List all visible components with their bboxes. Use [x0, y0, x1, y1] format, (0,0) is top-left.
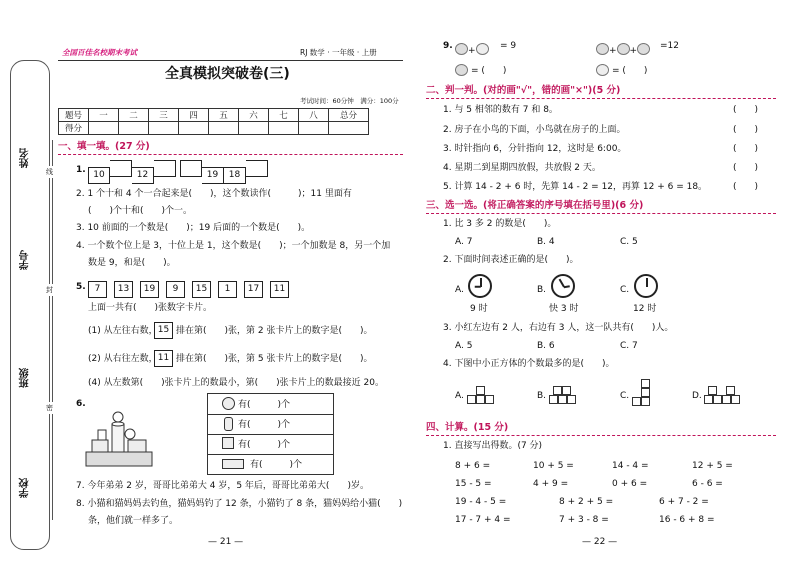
header-rule — [58, 60, 403, 61]
judge-answer-1[interactable]: ( ) — [733, 105, 759, 115]
side-label-name: 姓名 — [20, 148, 31, 168]
apple-icon — [455, 43, 468, 55]
cube-icon — [722, 395, 731, 404]
number-card: 11 — [270, 281, 289, 298]
calc-item: 7 + 3 - 8 = — [559, 515, 609, 525]
exam-info: 考试时间：60分钟 满分：100分 — [300, 97, 399, 105]
calc-item: 0 + 6 = — [612, 479, 648, 489]
choice-q2-opt-a[interactable]: A. — [455, 285, 464, 295]
q5-2-text-b: 排在第( )张，第 5 张卡片上的数字是( )。 — [176, 354, 373, 364]
plus-sign: + — [629, 46, 638, 56]
cylinder-icon — [224, 417, 233, 431]
q9-eq-a-result: = 9 — [500, 41, 517, 51]
table-row — [59, 109, 369, 122]
choice-q3: 3. 小红左边有 2 人，右边有 3 人，这一队共有( )人。 — [443, 323, 674, 333]
apple-icon — [596, 43, 609, 55]
grape-icon — [596, 64, 609, 76]
cube-icon — [485, 395, 494, 404]
choice-q2-cap-c: 12 时 — [633, 304, 657, 314]
choice-q3-opt-b[interactable]: B. 6 — [537, 341, 555, 351]
choice-q1-opt-b[interactable]: B. 4 — [537, 237, 555, 247]
grape-icon — [476, 43, 489, 55]
judge-answer-5[interactable]: ( ) — [733, 182, 759, 192]
choice-q4-opt-c[interactable]: C. — [620, 391, 630, 401]
number-card: 1 — [218, 281, 237, 298]
cube-icon — [641, 397, 650, 406]
q6-row-sphere: 有( )个 — [238, 400, 291, 410]
cube-icon — [641, 379, 650, 388]
choice-q3-opt-a[interactable]: A. 5 — [455, 341, 473, 351]
choice-q2-opt-c[interactable]: C. — [620, 285, 630, 295]
judge-answer-4[interactable]: ( ) — [733, 163, 759, 173]
q4-text-cont: 数是 9，和是( )。 — [88, 258, 176, 268]
number-box-blank[interactable] — [246, 160, 268, 177]
q6-row-cuboid: 有( )个 — [250, 460, 303, 470]
choice-q1: 1. 比 3 多 2 的数是( )。 — [443, 219, 557, 229]
cube-icon — [726, 386, 735, 395]
side-label-school: 学校 — [20, 478, 31, 498]
plus-sign: + — [468, 46, 476, 56]
divider — [208, 454, 333, 455]
number-card: 19 — [140, 281, 159, 298]
section-4-rule — [426, 435, 776, 436]
choice-q1-opt-a[interactable]: A. 7 — [455, 237, 473, 247]
cube-icon — [632, 397, 641, 406]
number-card: 7 — [88, 281, 107, 298]
cube-icon — [549, 395, 558, 404]
calc-item: 10 + 5 = — [533, 461, 574, 471]
calc-title: 1. 直接写出得数。(7 分) — [443, 441, 543, 451]
q3-text: 3. 10 前面的一个数是( )；19 后面的一个数是( )。 — [76, 223, 311, 233]
choice-q2-cap-a: 9 时 — [470, 304, 488, 314]
section-3-heading: 三、选一选。(将正确答案的序号填在括号里)(6 分) — [426, 200, 644, 211]
q5-2-box: 11 — [154, 350, 173, 367]
q2-text: 2. 1 个十和 4 个一合起来是( )，这个数读作( )；11 里面有 — [76, 189, 352, 199]
table-cell: 六 — [239, 109, 269, 122]
number-box: 18 — [224, 167, 246, 184]
score-input-cell[interactable] — [149, 122, 179, 135]
cube-icon — [704, 395, 713, 404]
q9-apple-equation-a — [455, 38, 489, 57]
choice-q4-opt-a[interactable]: A. — [455, 391, 464, 401]
table-cell: 七 — [269, 109, 299, 122]
score-input-cell[interactable] — [209, 122, 239, 135]
q9-label: 9. — [443, 41, 453, 51]
choice-q2-opt-b[interactable]: B. — [537, 285, 547, 295]
series-title: 全国百佳名校期末考试 — [62, 48, 137, 57]
side-mark-seal: 封 — [46, 286, 53, 294]
cube-stack-b — [549, 383, 585, 409]
side-mark-secret: 密 — [46, 404, 53, 412]
sphere-icon — [222, 397, 235, 410]
page-number-left: — 21 — — [208, 537, 244, 547]
section-1-rule — [58, 154, 403, 155]
q5-label: 5. — [76, 282, 86, 292]
number-box: 19 — [202, 167, 224, 184]
cube-icon — [641, 388, 650, 397]
number-card: 13 — [114, 281, 133, 298]
table-cell: 五 — [209, 109, 239, 122]
q5-2-text-a: (2) 从右往左数， — [88, 354, 158, 364]
q5-3-text: (4) 从左数第( )张卡片上的数最小，第( )张卡片上的数最接近 20。 — [88, 378, 384, 388]
choice-q4: 4. 下图中小正方体的个数最多的是( )。 — [443, 359, 615, 369]
q8-text-cont: 条，他们就一样多了。 — [88, 516, 179, 526]
score-input-cell[interactable] — [239, 122, 269, 135]
number-box: 12 — [132, 167, 154, 184]
apple-icon — [637, 43, 650, 55]
section-1-heading: 一、填一填。(27 分) — [58, 141, 150, 152]
section-4-heading: 四、计算。(15 分) — [426, 422, 509, 433]
choice-q2-cap-b: 快 3 时 — [549, 304, 579, 314]
cube-icon — [567, 395, 576, 404]
cube-icon — [553, 386, 562, 395]
q2-text-cont: ( )个十和( )个一。 — [88, 206, 193, 216]
cube-stack-d — [704, 383, 748, 409]
q5-1-text-b: 排在第( )张，第 2 张卡片上的数字是( )。 — [176, 326, 373, 336]
q5-top-text: 上面一共有( )张数字卡片。 — [88, 303, 213, 313]
score-input-cell[interactable] — [89, 122, 119, 135]
binding-strip — [10, 60, 50, 550]
choice-q2: 2. 下面时间表述正确的是( )。 — [443, 255, 579, 265]
number-box-blank[interactable] — [110, 160, 132, 177]
score-input-cell[interactable] — [299, 122, 329, 135]
judge-item-1: 1. 与 5 相邻的数有 7 和 8。 — [443, 105, 558, 115]
cube-icon — [713, 395, 722, 404]
choice-q4-opt-d[interactable]: D. — [692, 391, 702, 401]
clock-icon-nearly-3 — [551, 274, 575, 298]
table-cell: 一 — [89, 109, 119, 122]
cube-icon — [708, 386, 717, 395]
q6-row-cube: 有( )个 — [238, 440, 291, 450]
divider — [208, 414, 333, 415]
q1-number-row-a — [88, 160, 176, 184]
choice-q4-opt-b[interactable]: B. — [537, 391, 547, 401]
q5-1-text-a: (1) 从左往右数， — [88, 326, 158, 336]
q8-text: 8. 小猫和猫妈妈去钓鱼，猫妈妈钓了 12 条，小猫钓了 8 条，猫妈妈给小猫( ) — [76, 499, 403, 509]
score-table — [58, 108, 369, 135]
plus-sign: + — [609, 46, 617, 56]
side-mark-line: 线 — [46, 168, 53, 176]
calc-item: 6 + 7 - 2 = — [659, 497, 709, 507]
q7-text: 7. 今年弟弟 2 岁，哥哥比弟弟大 4 岁，5 年后，哥哥比弟弟大( )岁。 — [76, 481, 369, 491]
calc-item: 19 - 4 - 5 = — [455, 497, 507, 507]
number-card: 9 — [166, 281, 185, 298]
calc-item: 15 - 5 = — [455, 479, 492, 489]
table-row — [59, 122, 369, 135]
calc-item: 4 + 9 = — [533, 479, 569, 489]
calc-item: 16 - 6 + 8 = — [659, 515, 715, 525]
calc-item: 8 + 6 = — [455, 461, 491, 471]
table-cell: 题号 — [59, 109, 89, 122]
cuboid-icon — [222, 459, 244, 469]
calc-item: 6 - 6 = — [692, 479, 723, 489]
divider — [208, 434, 333, 435]
judge-item-5: 5. 计算 14 - 2 + 6 时，先算 14 - 2 = 12，再算 12 + 6 = 18。 — [443, 182, 708, 192]
cube-icon — [222, 437, 234, 449]
q6-solid-stack-figure — [84, 408, 156, 470]
choice-q1-opt-c[interactable]: C. 5 — [620, 237, 638, 247]
section-2-rule — [426, 98, 776, 99]
q9-eq-c-answer[interactable]: = ( ) — [471, 66, 507, 76]
q5-card-row — [88, 276, 289, 298]
table-cell: 三 — [149, 109, 179, 122]
cube-icon — [467, 395, 476, 404]
page-number-right: — 22 — — [582, 537, 618, 547]
clock-icon-9 — [468, 274, 492, 298]
calc-item: 8 + 2 + 5 = — [559, 497, 614, 507]
binding-line — [52, 140, 53, 520]
table-cell: 总分 — [329, 109, 369, 122]
number-card: 17 — [244, 281, 263, 298]
clock-icon-12 — [634, 274, 658, 298]
q9-eq-d-answer[interactable]: = ( ) — [612, 66, 648, 76]
q9-eq-b-result: =12 — [660, 41, 679, 51]
cube-stack-a — [467, 383, 503, 409]
cube-icon — [562, 386, 571, 395]
page-title: 全真模拟突破卷(三) — [165, 66, 290, 82]
side-label-class: 班级 — [20, 368, 31, 388]
q5-1-box: 15 — [154, 322, 173, 339]
q6-label: 6. — [76, 399, 86, 409]
score-input-cell[interactable] — [179, 122, 209, 135]
q6-count-table — [207, 393, 334, 475]
judge-item-4: 4. 星期二到星期四放假，共放假 2 天。 — [443, 163, 601, 173]
q1-label: 1. — [76, 165, 86, 175]
q6-row-cylinder: 有( )个 — [238, 420, 291, 430]
apple-icon — [617, 43, 630, 55]
number-card: 15 — [192, 281, 211, 298]
side-label-id: 学号 — [20, 250, 31, 270]
number-box: 10 — [88, 167, 110, 184]
apple-icon — [455, 64, 468, 76]
cube-icon — [476, 386, 485, 395]
q1-number-row-b — [180, 160, 268, 184]
cube-stack-c — [632, 376, 662, 410]
q4-text: 4. 一个数个位上是 3，十位上是 1，这个数是( )；一个加数是 8，另一个加 — [76, 241, 391, 251]
section-3-rule — [426, 213, 776, 214]
table-cell: 四 — [179, 109, 209, 122]
edition-label: RJ 数学 · 一年级 · 上册 — [300, 48, 377, 57]
score-input-cell[interactable] — [269, 122, 299, 135]
calc-item: 12 + 5 = — [692, 461, 733, 471]
judge-answer-3[interactable]: ( ) — [733, 144, 759, 154]
cube-icon — [476, 395, 485, 404]
score-input-cell[interactable] — [119, 122, 149, 135]
number-box-blank[interactable] — [180, 160, 202, 177]
q9-apple-equation-b — [596, 38, 650, 57]
calc-item: 17 - 7 + 4 = — [455, 515, 511, 525]
score-input-cell[interactable] — [329, 122, 369, 135]
cube-icon — [558, 395, 567, 404]
judge-item-3: 3. 时针指向 6，分针指向 12，这时是 6:00。 — [443, 144, 627, 154]
section-2-heading: 二、判一判。(对的画"√"，错的画"×")(5 分) — [426, 85, 621, 96]
judge-item-2: 2. 房子在小鸟的下面，小鸟就在房子的上面。 — [443, 125, 626, 135]
number-box-blank[interactable] — [154, 160, 176, 177]
cube-icon — [731, 395, 740, 404]
table-cell: 八 — [299, 109, 329, 122]
choice-q3-opt-c[interactable]: C. 7 — [620, 341, 638, 351]
table-cell: 二 — [119, 109, 149, 122]
judge-answer-2[interactable]: ( ) — [733, 125, 759, 135]
table-cell: 得分 — [59, 122, 89, 135]
calc-item: 14 - 4 = — [612, 461, 649, 471]
